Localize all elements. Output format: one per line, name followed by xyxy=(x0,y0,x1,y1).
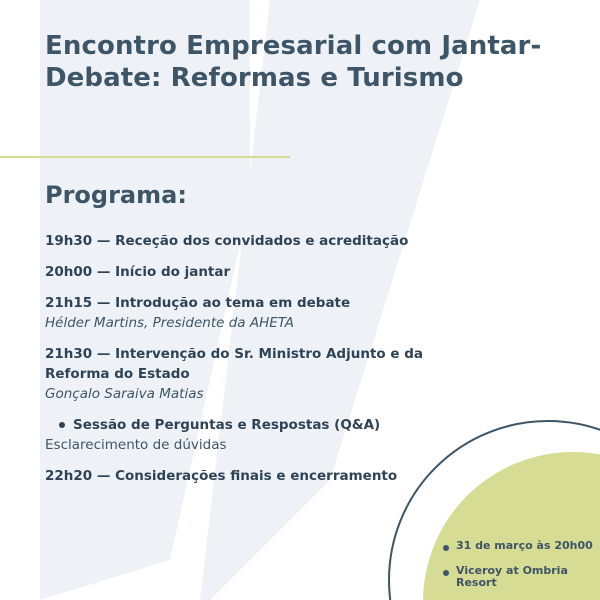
program-heading: Programa: xyxy=(45,181,187,209)
agenda-item-title: 21h30 — Intervenção do Sr. Ministro Adjunto e da Reforma do Estado xyxy=(45,346,423,382)
agenda-item xyxy=(45,344,465,404)
event-venue-row xyxy=(443,565,600,589)
page-title: Encontro Empresarial com Jantar-Debate: Reformas e Turismo xyxy=(45,31,542,93)
agenda-item xyxy=(45,466,465,486)
title-divider xyxy=(0,156,290,158)
agenda-item xyxy=(45,293,465,333)
event-info xyxy=(443,540,600,600)
bullet-icon xyxy=(59,422,65,428)
agenda-item-speaker: Gonçalo Saraiva Matias xyxy=(45,386,204,402)
event-venue: Viceroy at Ombria Resort xyxy=(456,564,568,589)
agenda-item-note: Esclarecimento de dúvidas xyxy=(45,437,227,453)
bullet-icon xyxy=(443,570,449,576)
bullet-icon xyxy=(443,545,449,551)
agenda-item xyxy=(45,231,465,251)
event-date: 31 de março às 20h00 xyxy=(456,539,593,552)
agenda-item xyxy=(45,262,465,282)
agenda-bullet-row xyxy=(45,415,465,435)
event-date-row xyxy=(443,540,600,552)
agenda-item-title: Sessão de Perguntas e Respostas (Q&A) xyxy=(73,417,381,433)
agenda-item-title: 21h15 — Introdução ao tema em debate xyxy=(45,295,351,311)
agenda-item-title: 22h20 — Considerações finais e encerramento xyxy=(45,468,398,484)
agenda-item xyxy=(45,415,465,455)
agenda-item-title: 19h30 — Receção dos convidados e acreditação xyxy=(45,233,409,249)
agenda-list xyxy=(45,231,465,486)
header xyxy=(45,30,565,94)
agenda-item-speaker: Hélder Martins, Presidente da AHETA xyxy=(45,315,295,331)
agenda-item-title: 20h00 — Início do jantar xyxy=(45,264,231,280)
